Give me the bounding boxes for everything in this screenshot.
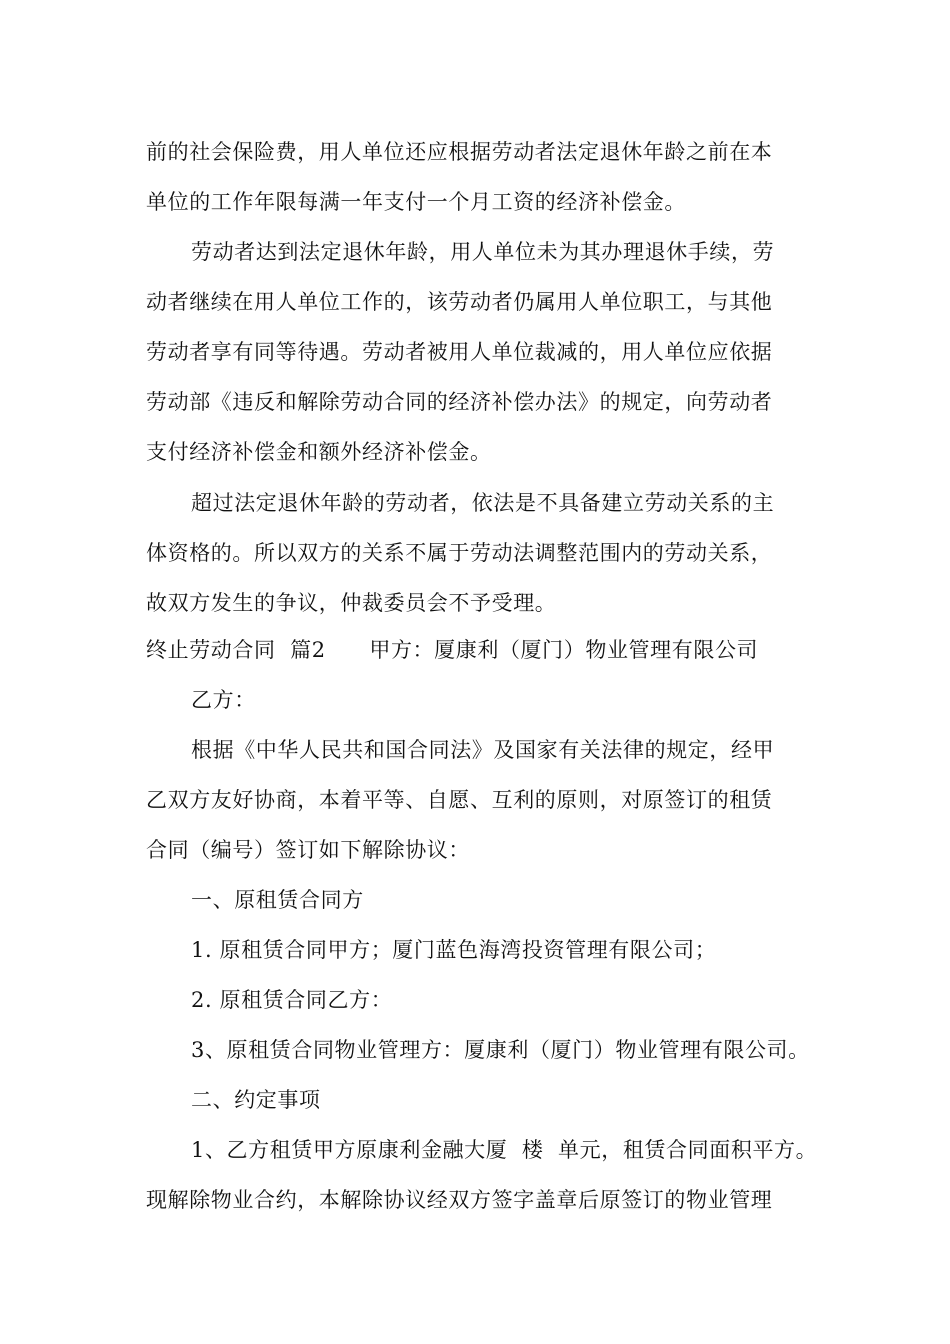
paragraph-line: 劳动部《违反和解除劳动合同的经济补偿办法》的规定，向劳动者: [146, 390, 773, 414]
paragraph-line: 乙方：: [191, 688, 256, 712]
section-heading-line: 终止劳动合同 篇2 甲方：厦康利（厦门）物业管理有限公司: [146, 638, 759, 662]
paragraph-line: 1. 原租赁合同甲方；厦门蓝色海湾投资管理有限公司；: [191, 938, 717, 962]
paragraph-line: 动者继续在用人单位工作的，该劳动者仍属用人单位职工，与其他: [146, 290, 773, 314]
paragraph-line: 劳动者达到法定退休年龄，用人单位未为其办理退休手续，劳: [191, 240, 775, 264]
paragraph-line: 3、原租赁合同物业管理方：厦康利（厦门）物业管理有限公司。: [191, 1038, 810, 1062]
paragraph-line: 体资格的。所以双方的关系不属于劳动法调整范围内的劳动关系，: [146, 541, 773, 565]
paragraph-line: 根据《中华人民共和国合同法》及国家有关法律的规定，经甲: [191, 738, 775, 762]
paragraph-line: 故双方发生的争议，仲裁委员会不予受理。: [146, 591, 557, 615]
paragraph-line: 劳动者享有同等待遇。劳动者被用人单位裁减的，用人单位应依据: [146, 340, 773, 364]
paragraph-line: 2. 原租赁合同乙方：: [191, 988, 393, 1012]
paragraph-line: 前的社会保险费，用人单位还应根据劳动者法定退休年龄之前在本: [146, 140, 773, 164]
paragraph-line: 现解除物业合约，本解除协议经双方签字盖章后原签订的物业管理: [146, 1188, 773, 1212]
paragraph-line: 单位的工作年限每满一年支付一个月工资的经济补偿金。: [146, 190, 686, 214]
paragraph-line: 乙双方友好协商，本着平等、自愿、互利的原则，对原签订的租赁: [146, 788, 773, 812]
paragraph-line: 二、约定事项: [191, 1088, 321, 1112]
paragraph-line: 一、原租赁合同方: [191, 888, 364, 912]
paragraph-line: 支付经济补偿金和额外经济补偿金。: [146, 440, 492, 464]
paragraph-line: 1、乙方租赁甲方原康利金融大厦 楼 单元，租赁合同面积平方。: [191, 1138, 818, 1162]
paragraph-line: 合同（编号）签订如下解除协议：: [146, 838, 470, 862]
paragraph-line: 超过法定退休年龄的劳动者，依法是不具备建立劳动关系的主: [191, 491, 775, 515]
